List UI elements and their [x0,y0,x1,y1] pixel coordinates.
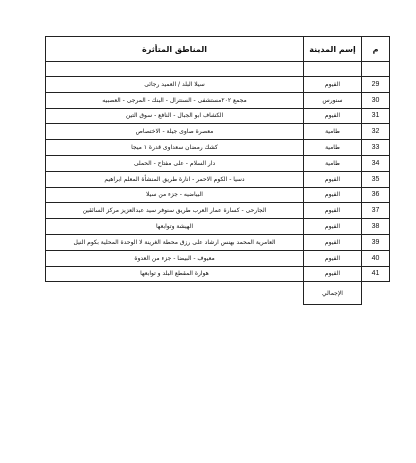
affected-areas-table [45,36,390,305]
header-spacer-row [46,62,390,77]
table-row [46,108,390,124]
total-empty-cell [46,282,304,305]
table-row [46,234,390,250]
row-number-cell: 40 [362,250,390,266]
table-row [46,203,390,219]
table-row [46,155,390,171]
row-areas-cell: كشك رمضان سعداوى قدرة ١ ميجا [46,140,304,156]
row-city-cell: الفيوم [304,234,362,250]
table-row [46,219,390,235]
row-city-cell: الفيوم [304,219,362,235]
table-row [46,140,390,156]
row-areas-cell: سيلا البلد / العميد رجائى [46,77,304,93]
row-areas-cell: الكشاف ابو الجبال - النافع - سوق التين [46,108,304,124]
row-city-cell: الفيوم [304,250,362,266]
row-number-cell: 41 [362,266,390,282]
row-city-cell: طامية [304,155,362,171]
row-areas-cell: دار السلام - على مفتاح - الحملى [46,155,304,171]
row-number-cell: 38 [362,219,390,235]
spacer-cell [362,62,390,77]
total-label: الإجمالي [304,282,362,305]
row-city-cell: الفيوم [304,171,362,187]
table-body [46,77,390,282]
row-city-cell: الفيوم [304,77,362,93]
header-areas: المناطق المتأثرة [46,37,304,62]
table-row [46,266,390,282]
table-row [46,124,390,140]
row-areas-cell: معصرة صاوى جيلة - الاختصاص [46,124,304,140]
row-number-cell: 30 [362,92,390,108]
row-city-cell: طامية [304,140,362,156]
row-city-cell: الفيوم [304,203,362,219]
row-city-cell: طامية [304,124,362,140]
row-areas-cell: الهيشة وتوابعها [46,219,304,235]
row-number-cell: 39 [362,234,390,250]
table-row [46,171,390,187]
row-areas-cell: البياضيه - جزء من سيلا [46,187,304,203]
table-row [46,250,390,266]
total-row [46,282,390,305]
row-city-cell: سنورس [304,92,362,108]
row-city-cell: الفيوم [304,187,362,203]
row-areas-cell: مجمع ٢٠٢مستشفى - السنترال - البنك - المرجى - العصبيه [46,92,304,108]
row-number-cell: 33 [362,140,390,156]
row-areas-cell: معيوف - البيضا - جزء من العدوة [46,250,304,266]
total-empty-cell [362,282,390,305]
row-areas-cell: العامرية المحمد بهنس ارشاد على رزق محطة الغرينة لا الوحدة المحلية بكوم النيل [46,234,304,250]
header-number: م [362,37,390,62]
row-areas-cell: دسيا - الكوم الاحمر - انارة طريق المنشأة المعلم ابراهيم [46,171,304,187]
spacer-cell [304,62,362,77]
row-number-cell: 34 [362,155,390,171]
row-number-cell: 37 [362,203,390,219]
row-areas-cell: الجارحى - كسارة عمار العرب طريق سنوفر سيد عبدالعزيز مركز السائقين [46,203,304,219]
table-row [46,77,390,93]
header-city: إسم المدينة [304,37,362,62]
row-number-cell: 36 [362,187,390,203]
row-areas-cell: هوارة المقطع البلد و توابعها [46,266,304,282]
row-number-cell: 29 [362,77,390,93]
header-row [46,37,390,62]
row-number-cell: 35 [362,171,390,187]
row-city-cell: الفيوم [304,108,362,124]
table-row [46,92,390,108]
row-number-cell: 32 [362,124,390,140]
row-number-cell: 31 [362,108,390,124]
table-row [46,187,390,203]
spacer-cell [46,62,304,77]
row-city-cell: الفيوم [304,266,362,282]
